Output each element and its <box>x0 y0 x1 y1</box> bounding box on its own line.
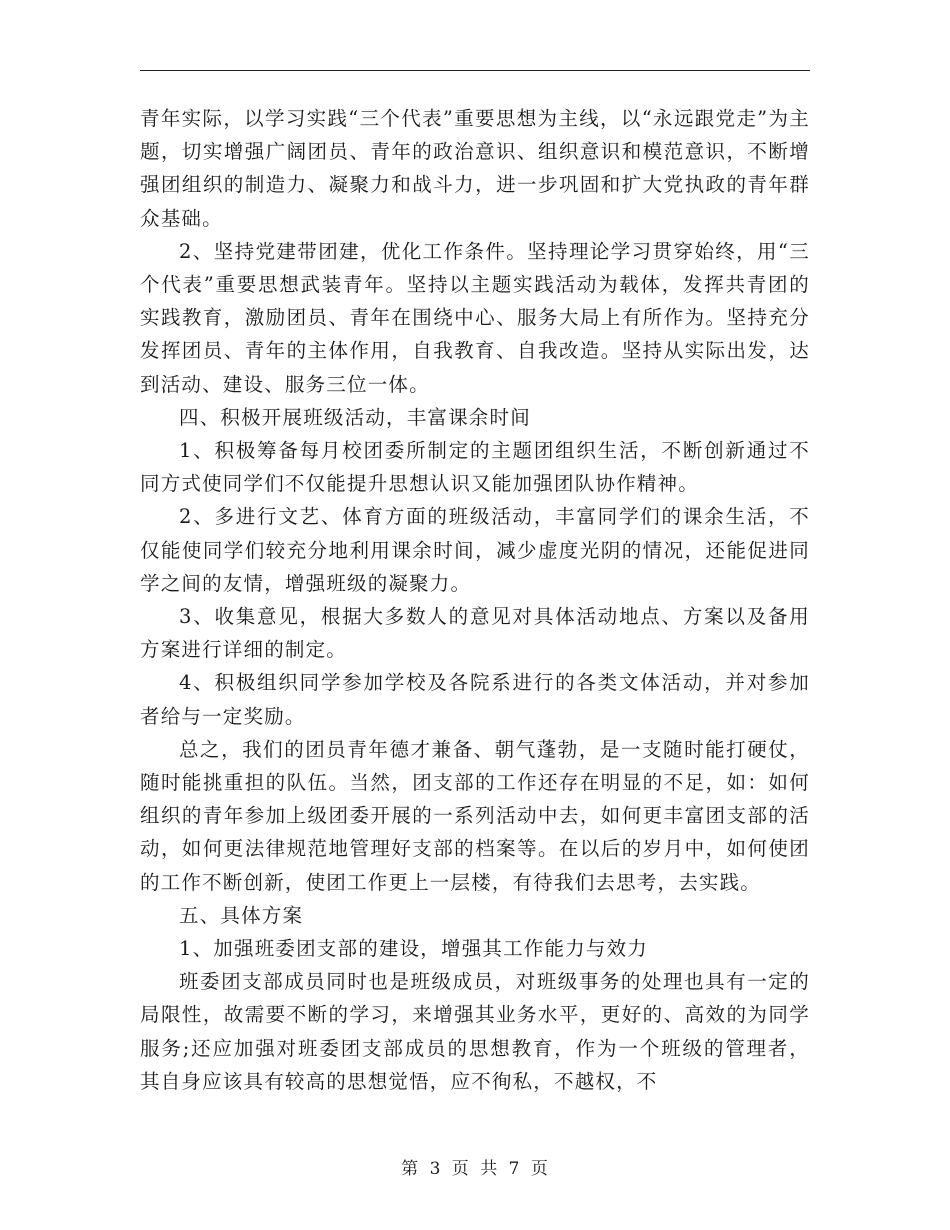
section-heading: 四、积极开展班级活动，丰富课余时间 <box>179 405 531 429</box>
paragraph: 总之，我们的团员青年德才兼备、朝气蓬勃，是一支随时能打硬仗，随时能挑重担的队伍。当然，团支部的工作还存在明显的不足，如：如何组织的青年参加上级团委开展的一系列活动中去，如何更丰富团支部的活动，如何更法律规范地管理好支部的档案等。在以后的岁月中，如何使团的工作不断创新，使团工作更上一层楼，有待我们去思考，去实践。 <box>140 737 810 894</box>
paragraph: 4、积极组织同学参加学校及各院系进行的各类文体活动，并对参加者给与一定奖励。 <box>140 671 810 728</box>
paragraph: 2、坚持党建带团建，优化工作条件。坚持理论学习贯穿始终，用“三个代表”重要思想武装青年。坚持以主题实践活动为载体，发挥共青团的实践教育，激励团员、青年在围绕中心、服务大局上有所作为。坚持充分发挥团员、青年的主体作用，自我教育、自我改造。坚持从实际出发，达到活动、建设、服务三位一体。 <box>140 239 810 396</box>
section-heading: 五、具体方案 <box>179 903 304 927</box>
paragraph: 3、收集意见，根据大多数人的意见对具体活动地点、方案以及备用方案进行详细的制定。 <box>140 605 810 662</box>
paragraph: 班委团支部成员同时也是班级成员，对班级事务的处理也具有一定的局限性，故需要不断的学习，来增强其业务水平，更好的、高效的为同学服务;还应加强对班委团支部成员的思想教育，作为一个班级的管理者，其自身应该具有较高的思想觉悟，应不徇私，不越权，不 <box>140 970 810 1093</box>
subsection-heading: 1、加强班委团支部的建设，增强其工作能力与效力 <box>179 937 649 961</box>
paragraph: 2、多进行文艺、体育方面的班级活动，丰富同学们的课余生活，不仅能使同学们较充分地利用课余时间，减少虚度光阴的情况，还能促进同学之间的友情，增强班级的凝聚力。 <box>140 505 810 595</box>
page-number-footer: 第 3 页 共 7 页 <box>401 1159 549 1179</box>
header-rule <box>140 70 810 71</box>
document-body <box>140 102 810 1098</box>
paragraph: 1、积极筹备每月校团委所制定的主题团组织生活，不断创新通过不同方式使同学们不仅能提升思想认识又能加强团队协作精神。 <box>140 439 810 496</box>
paragraph-continuation: 青年实际，以学习实践“三个代表”重要思想为主线，以“永远跟党走”为主题，切实增强广阔团员、青年的政治意识、组织意识和模范意识，不断增强团组织的制造力、凝聚力和战斗力，进一步巩固和扩大党执政的青年群众基础。 <box>140 107 810 230</box>
